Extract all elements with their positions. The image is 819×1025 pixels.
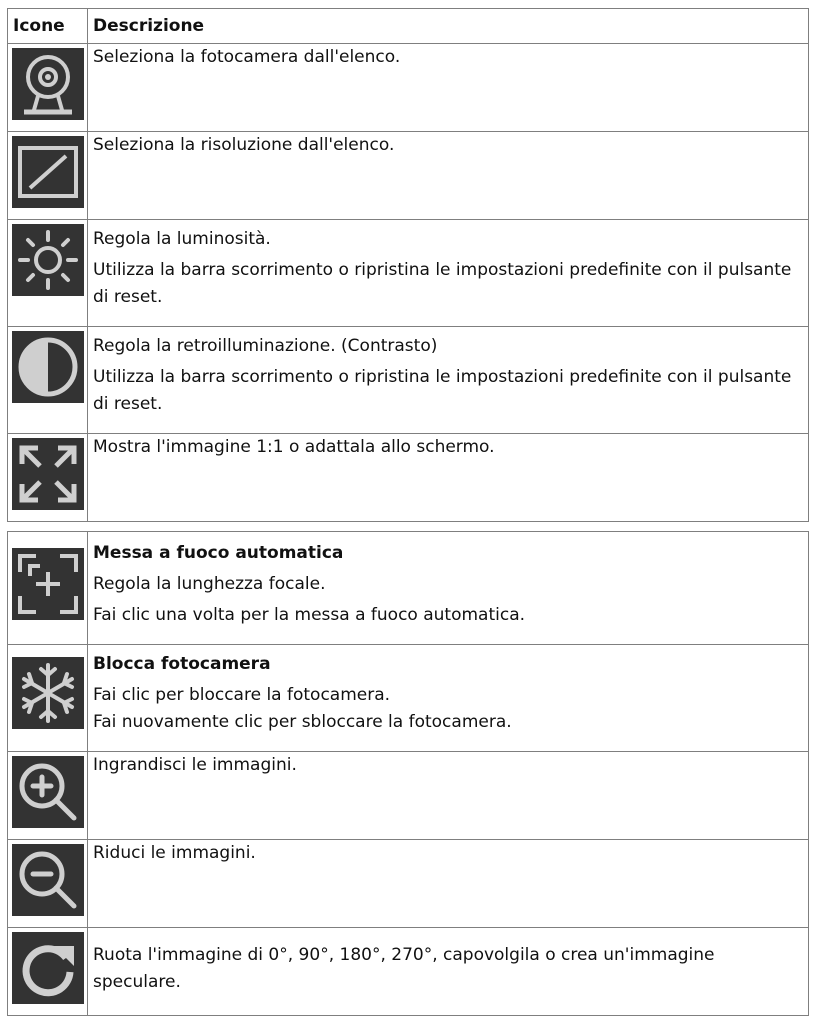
header-description: Descrizione <box>88 9 809 44</box>
table-row <box>8 44 809 132</box>
table-row <box>8 645 809 752</box>
table-row <box>8 532 809 645</box>
table-row <box>8 434 809 522</box>
table-row <box>8 752 809 840</box>
resolution-icon <box>12 136 84 208</box>
row-text: Utilizza la barra scorrimento o ripristina le impostazioni predefinite con il pulsante di reset. <box>93 260 792 307</box>
row-text: Ruota l'immagine di 0°, 90°, 180°, 270°, capovolgila o crea un'immagine speculare. <box>93 945 715 992</box>
row-text: Regola la lunghezza focale. <box>93 574 326 594</box>
zoom-out-icon <box>12 844 84 916</box>
freeze-icon <box>12 657 84 729</box>
brightness-icon <box>12 224 84 296</box>
table-row <box>8 132 809 220</box>
row-text: Riduci le immagini. <box>93 843 256 863</box>
row-text: Fai nuovamente clic per sbloccare la fotocamera. <box>93 712 512 732</box>
table-row <box>8 928 809 1016</box>
autofocus-icon <box>12 548 84 620</box>
icon-table-1 <box>7 8 809 522</box>
table-row <box>8 327 809 434</box>
icon-table-2 <box>7 531 809 1016</box>
row-text: Seleziona la risoluzione dall'elenco. <box>93 135 395 155</box>
header-icons: Icone <box>8 9 88 44</box>
row-text: Regola la luminosità. <box>93 229 271 249</box>
camera-icon <box>12 48 84 120</box>
row-text: Regola la retroilluminazione. (Contrasto) <box>93 336 438 356</box>
row-title: Messa a fuoco automatica <box>93 543 344 563</box>
row-text: Utilizza la barra scorrimento o ripristina le impostazioni predefinite con il pulsante di reset. <box>93 367 792 414</box>
contrast-icon <box>12 331 84 403</box>
rotate-icon <box>12 932 84 1004</box>
row-text: Fai clic per bloccare la fotocamera. <box>93 685 391 705</box>
row-title: Blocca fotocamera <box>93 654 271 674</box>
table-row <box>8 840 809 928</box>
row-text: Ingrandisci le immagini. <box>93 755 297 775</box>
zoom-in-icon <box>12 756 84 828</box>
row-text: Seleziona la fotocamera dall'elenco. <box>93 47 401 67</box>
fit-screen-icon <box>12 438 84 510</box>
row-text: Mostra l'immagine 1:1 o adattala allo schermo. <box>93 437 495 457</box>
row-text: Fai clic una volta per la messa a fuoco automatica. <box>93 605 526 625</box>
table-row <box>8 220 809 327</box>
